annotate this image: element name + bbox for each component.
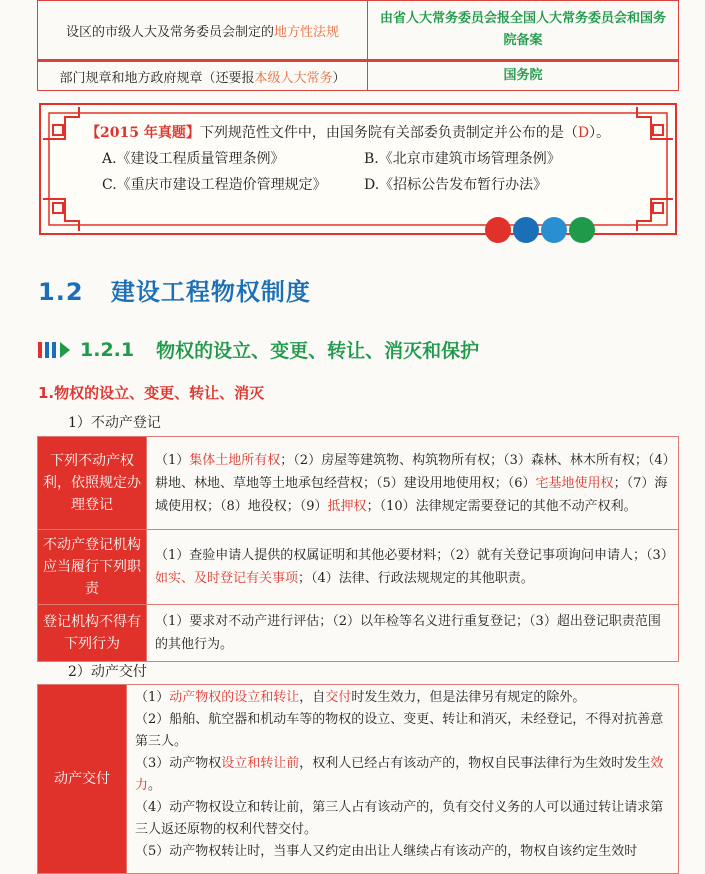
text-run: ；（7）海域使用权；（8）地役权；（9） bbox=[155, 475, 668, 514]
top-table-cell bbox=[38, 61, 368, 91]
text-run: （3）动产物权 bbox=[135, 756, 222, 771]
text-highlight: 集体土地所有权 bbox=[189, 452, 281, 468]
section-heading-2 bbox=[38, 336, 479, 363]
section-heading-1 bbox=[38, 272, 311, 307]
text-run: ；（10）法律规定需要登记的其他不动产权利。 bbox=[366, 498, 637, 514]
text-highlight: 设立和转让前 bbox=[221, 756, 300, 771]
heading-number: 1.2 bbox=[38, 278, 84, 306]
row-text bbox=[147, 530, 679, 605]
option-d: D.《招标公告发布暂行办法》 bbox=[364, 177, 548, 193]
text-run: 。 bbox=[148, 778, 162, 793]
heading-title: 物权的设立、变更、转让、消灭和保护 bbox=[156, 340, 480, 362]
heading-number: 1.2.1 bbox=[80, 338, 135, 361]
exam-question-line bbox=[86, 120, 632, 146]
question-text: 下列规范性文件中，由国务院有关部委负责制定并公布的是（ bbox=[199, 125, 578, 141]
subheading-movable-delivery: 2）动产交付 bbox=[68, 664, 147, 680]
text-run: 时发生效力，但是法律另有规定的除外。 bbox=[351, 690, 586, 705]
top-table-cell: 国务院 bbox=[368, 61, 679, 91]
question-text: ）。 bbox=[589, 125, 611, 141]
text-highlight: 效力 bbox=[135, 756, 664, 793]
row-label: 登记机构不得有下列行为 bbox=[38, 605, 147, 662]
table-row bbox=[38, 605, 679, 662]
decorative-bubbles bbox=[484, 215, 604, 245]
text-run: ，权利人已经占有该动产的，物权自民事法律行为生效时发生 bbox=[299, 756, 651, 771]
section-heading-3: 1.物权的设立、变更、转让、消灭 bbox=[38, 384, 265, 402]
table-row bbox=[38, 437, 679, 530]
text-run: （1） bbox=[155, 452, 190, 468]
top-table-cell bbox=[38, 1, 368, 61]
heading-bars-icon bbox=[38, 340, 74, 360]
cell-text: ） bbox=[332, 70, 346, 86]
row-label: 下列不动产权利，依照规定办理登记 bbox=[38, 437, 147, 530]
top-table bbox=[37, 0, 679, 91]
table-row bbox=[38, 530, 679, 605]
row-text: （1）要求对不动产进行评估；（2）以年检等名义进行重复登记；（3）超出登记职责范围的其他行为。 bbox=[147, 605, 679, 662]
option-c: C.《重庆市建设工程造价管理规定》 bbox=[102, 177, 327, 193]
row-label: 动产交付 bbox=[38, 685, 127, 874]
delivery-item: （5）动产物权转让时，当事人又约定由出让人继续占有该动产的，物权自该约定生效时 bbox=[135, 844, 638, 859]
text-run: ，自 bbox=[299, 690, 326, 705]
delivery-item bbox=[135, 687, 670, 709]
text-highlight: 如实、及时登记有关事项 bbox=[155, 571, 299, 586]
row-text bbox=[127, 685, 679, 874]
text-run: （1） bbox=[135, 690, 170, 705]
top-table-cell: 由省人大常务委员会报全国人大常务委员会和国务院备案 bbox=[368, 1, 679, 61]
delivery-item: （2）船舶、航空器和机动车等的物权的设立、变更、转让和消灭，未经登记，不得对抗善意第三人。 bbox=[135, 712, 664, 749]
heading-title: 建设工程物权制度 bbox=[110, 278, 311, 306]
row-label: 不动产登记机构应当履行下列职责 bbox=[38, 530, 147, 605]
cell-highlight: 地方性法规 bbox=[274, 24, 340, 40]
table-row bbox=[38, 685, 679, 874]
movable-delivery-table bbox=[37, 684, 679, 874]
answer-text: D bbox=[577, 125, 590, 141]
text-run: （1）查验申请人提供的权属证明和其他必要材料；（2）就有关登记事项询问申请人；（3） bbox=[155, 548, 674, 563]
real-estate-table bbox=[37, 436, 679, 662]
cell-text: 部门规章和地方政府规章（还要报 bbox=[59, 70, 255, 86]
row-text bbox=[147, 437, 679, 530]
option-a: A.《建设工程质量管理条例》 bbox=[102, 151, 285, 167]
exam-question bbox=[86, 120, 632, 198]
subheading-real-estate: 1）不动产登记 bbox=[68, 415, 161, 431]
delivery-item bbox=[135, 753, 670, 797]
text-run: ；（2）房屋等建筑物、构筑物所有权；（3）森林、林木所有权；（4）耕地、林地、草地等土地承包经营权；（5）建设用地使用权；（6） bbox=[155, 452, 670, 491]
cell-highlight: 本级人大常务 bbox=[254, 70, 333, 86]
cell-text: 设区的市级人大及常务委员会制定的 bbox=[65, 24, 274, 40]
text-highlight: 动产物权的设立和转让 bbox=[169, 690, 300, 705]
delivery-item: （4）动产物权设立和转让前，第三人占有该动产的，负有交付义务的人可以通过转让请求第三人返还原物的权利代替交付。 bbox=[135, 800, 664, 837]
text-run: ；（4）法律、行政法规规定的其他职责。 bbox=[298, 571, 534, 586]
text-highlight: 宅基地使用权 bbox=[535, 475, 614, 491]
text-highlight: 交付 bbox=[325, 690, 352, 705]
option-b: B.《北京市建筑市场管理条例》 bbox=[364, 151, 561, 167]
exam-tag: 【2015 年真题】 bbox=[86, 125, 200, 141]
text-highlight: 抵押权 bbox=[327, 498, 367, 514]
